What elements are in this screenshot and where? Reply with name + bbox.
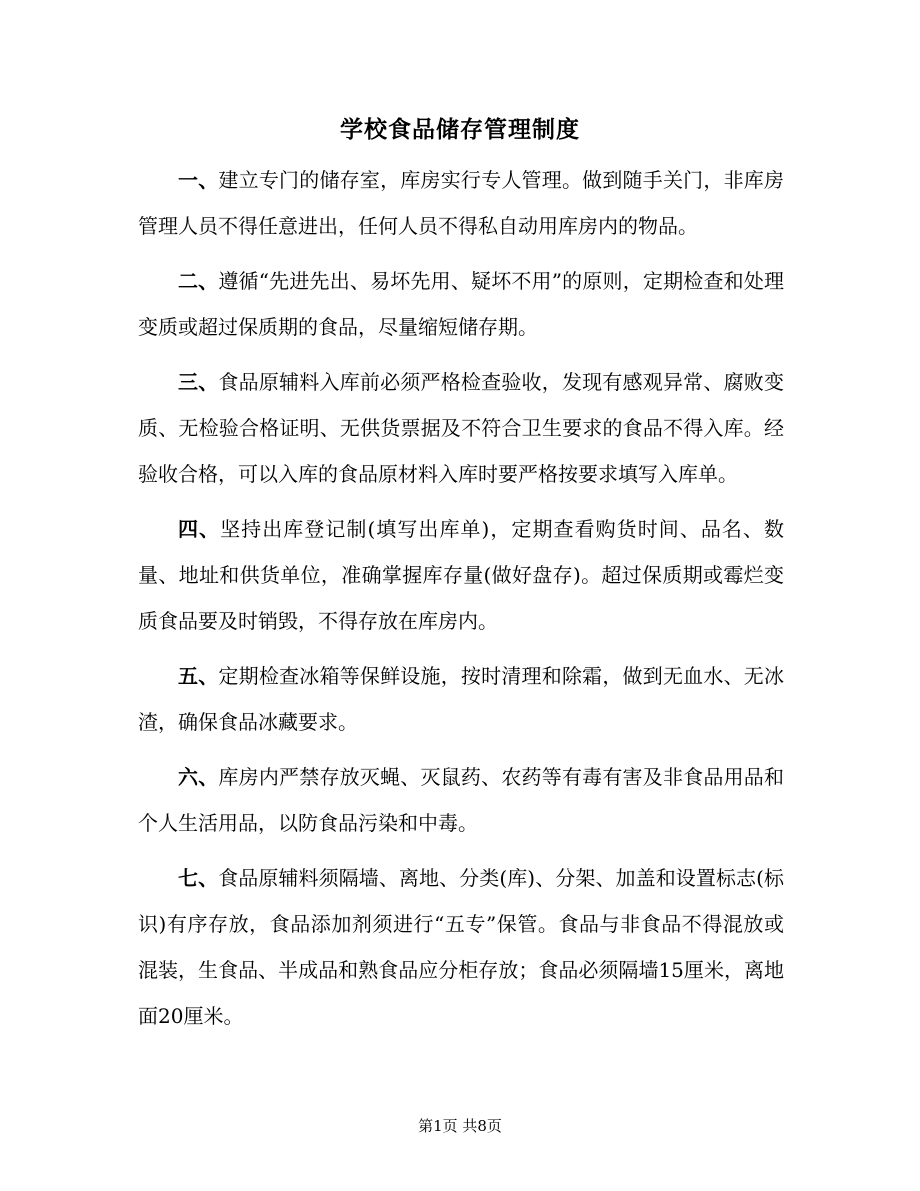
page-number-footer: 第1页 共8页 [418, 1117, 502, 1135]
paragraph-3 [138, 359, 784, 497]
paragraph-text: 食品原辅料入库前必须严格检查验收，发现有感观异常、腐败变质、无检验合格证明、无供货票据及不符合卫生要求的食品不得入库。经验收合格，可以入库的食品原材料入库时要严格按要求填写入库单。 [138, 370, 785, 486]
paragraph-text: 建立专门的储存室，库房实行专人管理。做到随手关门，非库房管理人员不得任意进出，任何人员不得私自动用库房内的物品。 [138, 168, 785, 238]
paragraph-text: 坚持出库登记制(填写出库单)，定期查看购货时间、品名、数量、地址和供货单位，准确掌握库存量(做好盘存)。超过保质期或霉烂变质食品要及时销毁，不得存放在库房内。 [138, 517, 785, 633]
paragraph-number: 七、 [178, 866, 219, 890]
paragraph-text: 定期检查冰箱等保鲜设施，按时清理和除霜，做到无血水、无冰渣，确保食品冰藏要求。 [138, 664, 785, 734]
paragraph-number: 五、 [178, 664, 219, 688]
paragraph-text: 食品原辅料须隔墙、离地、分类(库)、分架、加盖和设置标志(标识)有序存放，食品添加剂须进行“五专”保管。食品与非食品不得混放或混装，生食品、半成品和熟食品应分柜存放；食品必须隔墙15厘米，离地面20厘米。 [138, 866, 784, 1028]
paragraph-2 [138, 258, 784, 350]
paragraph-number: 三、 [178, 370, 219, 394]
paragraph-number: 四、 [178, 517, 221, 541]
paragraph-7 [138, 855, 784, 1039]
document-title: 学校食品储存管理制度 [340, 116, 580, 143]
paragraph-number: 一、 [178, 168, 219, 192]
document-body [138, 157, 784, 1048]
paragraph-4 [138, 506, 784, 644]
paragraph-1 [138, 157, 784, 249]
paragraph-text: 遵循“先进先出、易坏先用、疑坏不用”的原则，定期检查和处理变质或超过保质期的食品，尽量缩短储存期。 [138, 269, 785, 339]
paragraph-text: 库房内严禁存放灭蝇、灭鼠药、农药等有毒有害及非食品用品和个人生活用品，以防食品污染和中毒。 [138, 765, 785, 835]
paragraph-6 [138, 754, 784, 846]
paragraph-5 [138, 653, 784, 745]
paragraph-number: 二、 [178, 269, 219, 293]
paragraph-number: 六、 [178, 765, 219, 789]
